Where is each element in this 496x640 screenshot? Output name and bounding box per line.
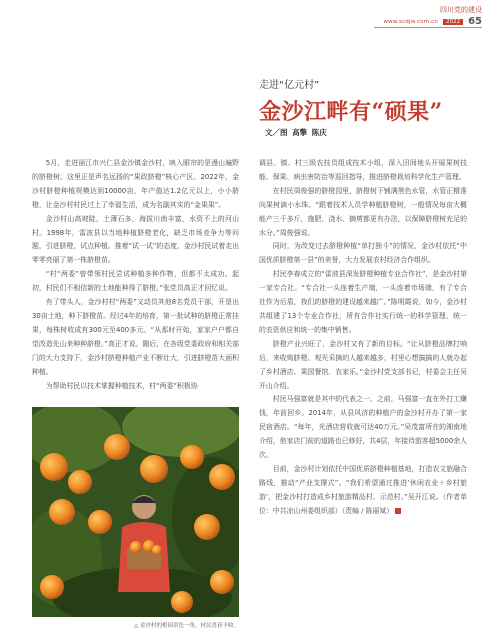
article-kicker: 走进“亿元村” bbox=[259, 80, 320, 91]
paragraph: 5月，走进丽江市兴仁县金沙镇金沙村，映入眼帘的是漫山遍野的脐橙树。这里正是声名远扬的“果政脐橙”核心产区。2022年，金沙村脐橙种植规模达到10000亩，年产值达1.2亿元以上，小小脐橙，让金沙村村民过上了幸福生活，成为名副其实的“金果果”。 bbox=[32, 159, 239, 209]
article-byline: 文／图 高擎 陈庆 bbox=[265, 128, 327, 137]
magazine-url[interactable]: www.scdjw.com.cn bbox=[383, 18, 439, 25]
paragraph: 金沙村山高坡陡，土薄石多，海拔川南丰富，水资不上的河山村。1998年，雷波县以当地种植脐橙老化，缺乏市场竞争力等问题，引进脐橙，试点种植。推着“试一试”的态度，金沙村民试着走出零零亮丽了第一株脐橙苗。 bbox=[32, 214, 239, 265]
paragraph: “村“两委”曾带领村民尝试种植多种作物，但都不太成功。起初，村民们不相信新的土地能种得了脐橙。”张党员高正才回忆说。 bbox=[32, 270, 239, 293]
page-number: 65 bbox=[468, 16, 482, 27]
orchard-photo bbox=[32, 407, 239, 617]
left-column bbox=[32, 157, 239, 393]
issue-year: 2022 bbox=[443, 19, 463, 25]
paragraph: 有了带头人，金沙村村“两委”又动员其他8名党员干部，开垦出30亩土地，种下脐橙苗。经过4年的培育，第一批试种的脐橙正常挂果，每株树收成有300元至400多元。“从那时开始，家家户户都自觉改造先山来种种脐橙。”高正才说。随后，在各级党委政府和相关部门的大力支持下，金沙村脐橙种植产业不断壮大，引进脐橙苗大面积种植。 bbox=[32, 298, 239, 376]
page-header bbox=[383, 6, 482, 27]
paragraph-final bbox=[259, 463, 467, 519]
magazine-name: 四川党的建设 bbox=[440, 6, 482, 14]
paragraph: 调县、镇、村三级农技员组成技术小组，深入田间地头开展果树技能、保果、病虫害防治等巡回指导，推进脐橙栽培科学化生产管理。 bbox=[259, 159, 467, 181]
paragraph: 在村民周俊强的脐橙园里，脐橙树下铺满黑色水管，水管正精准向果树滴小水珠。“跟着技术人员学种植脐橙树，一般情况每亩大概能产三千多斤，施肥、浇水、摘剪都更有办法，以保障脐橙树充足的水分。”周俊强说。 bbox=[259, 186, 467, 237]
paragraph: 为帮助村民以技术掌握种植技术，村“两委”积极协 bbox=[45, 381, 198, 390]
paragraph: 同时，为改变过去脐橙种植“单打独斗”的情况，金沙村依托“中国优质脐橙第一县”的美誉，大力发展农村经济合作组织。 bbox=[259, 242, 467, 265]
right-column bbox=[259, 157, 467, 519]
paragraph-text: 目前，金沙村计划依托中国优质脐橙种植基地，打造农文旅融合路线，推动“产业支撑式”。“我们希望通过推进‘休闲农业＋乡村旅游’，把金沙村打造成乡村旅游精品村、示范村。”吴开江说。（作者单位：中共凉山州委组织部）（责编 / 陈丽斌） bbox=[259, 464, 467, 515]
paragraph: 村民李春成立的“雷波县深发脐橙种植专业合作社”，是金沙村第一家专合社。“专合社一头连着生产端，一头连着市场端，有了专合社作为后盾，我们的脐橙的建设越来越广。”陈明霞说，如今，金沙村共组建了13个专业合作社，所有合作社实行统一的科学管理、统一的农资供应和统一的集中销售。 bbox=[259, 270, 467, 334]
photo-caption: △ 金沙村的橙园景色一角，村民喜获丰收。 bbox=[134, 623, 239, 629]
paragraph: 脐橙产业兴旺了，金沙村又有了新的目标。“让从脐橙品牌打响后，来收购脐橙、观光采摘的人越来越多，村里心想搞搞的人就办起了乡村酒店、果园餐馆、农家乐。”金沙村党支部书记，村委会主任吴开山介绍。 bbox=[259, 339, 467, 390]
paragraph: 村民马强富就是其中的代表之一。之前，马强富一直在外打工赚钱，年前回乡。2014年，从县风济的种植户的金沙村开办了第一家民宿酒店。“每年，光酒店营收就可达40万元。”吴茂富所在的湘南地介绍，他家店门前的道路也已修好，共4层，年接待游客超5000余人次。 bbox=[259, 395, 467, 460]
end-mark-icon bbox=[395, 508, 401, 514]
header-rule bbox=[374, 27, 482, 28]
orchard-illustration bbox=[32, 407, 239, 617]
article-title: 金沙江畔有“硕果” bbox=[259, 99, 443, 125]
